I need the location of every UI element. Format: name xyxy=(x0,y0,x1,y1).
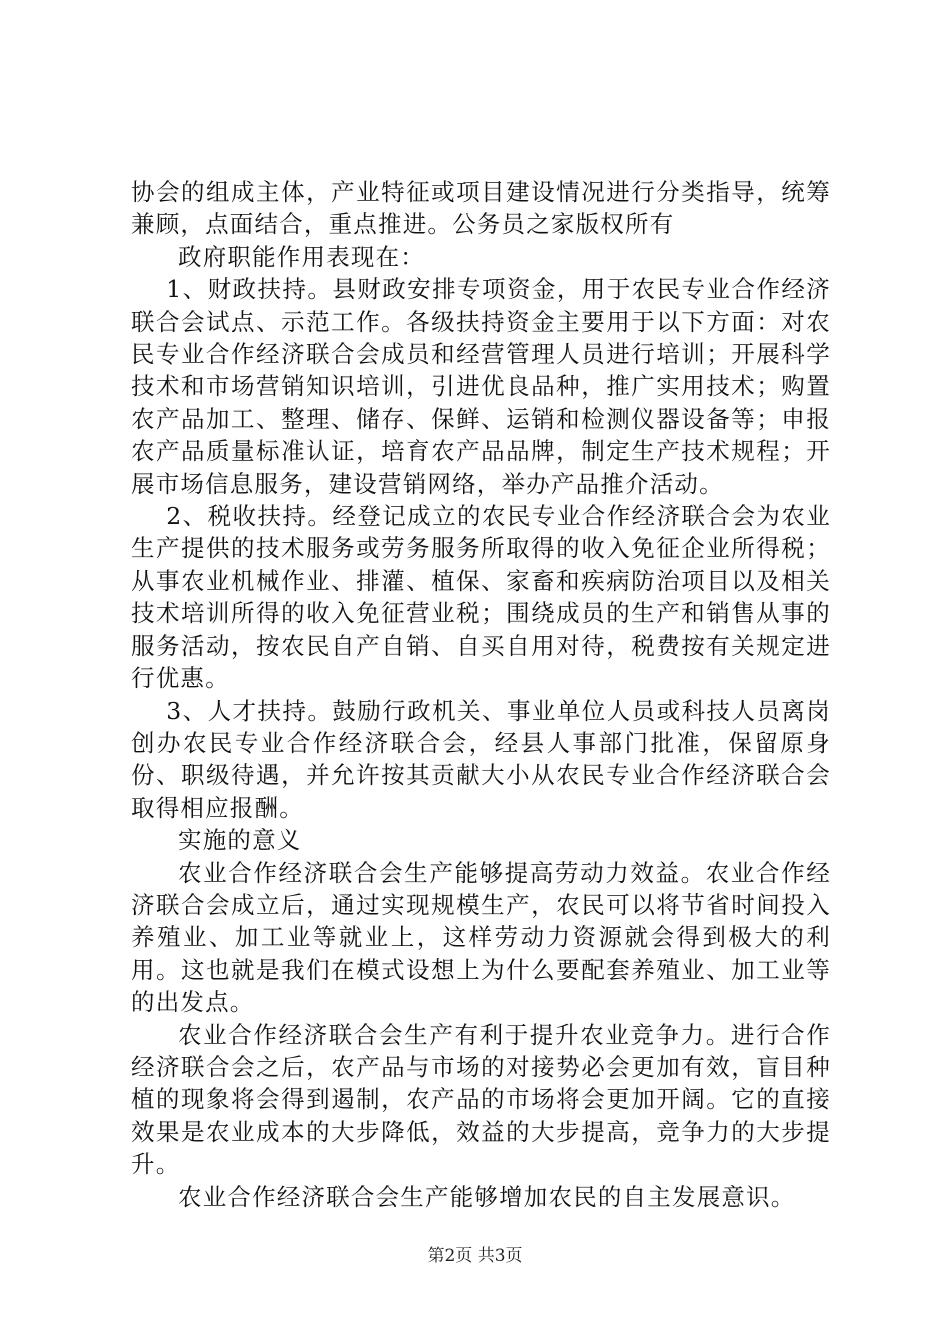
paragraph-financial-support: 1、财政扶持。县财政安排专项资金，用于农民专业合作经济联合会试点、示范工作。各级扶持资金主要用于以下方面：对农民专业合作经济联合会成员和经营管理人员进行培训；开展科学技术和市场营销知识培训，引进优良品种，推广实用技术；购置农产品加工、整理、储存、保鲜、运销和检测仪器设备等；申报农产品质量标准认证，培育农产品品牌，制定生产技术规程；开展市场信息服务，建设营销网络，举办产品推介活动。 xyxy=(131,275,831,498)
paragraph-talent-support: 3、人才扶持。鼓励行政机关、事业单位人员或科技人员离岗创办农民专业合作经济联合会，经县人事部门批准，保留原身份、职级待遇，并允许按其贡献大小从农民专业合作经济联合会取得相应报酬。 xyxy=(131,696,831,822)
paragraph-self-development: 农业合作经济联合会生产能够增加农民的自主发展意识。 xyxy=(178,1182,796,1211)
paragraph-tax-support: 2、税收扶持。经登记成立的农民专业合作经济联合会为农业生产提供的技术服务或劳务服务所取得的收入免征企业所得税；从事农业机械作业、排灌、植保、家畜和疾病防治项目以及相关技术培训所得的收入免征营业税；围绕成员的生产和销售从事的服务活动，按农民自产自销、自买自用对待，税费按有关规定进行优惠。 xyxy=(131,502,831,693)
paragraph-continuation: 协会的组成主体，产业特征或项目建设情况进行分类指导，统筹兼顾，点面结合，重点推进。公务员之家版权所有 xyxy=(131,178,831,239)
paragraph-competitiveness: 农业合作经济联合会生产有利于提升农业竞争力。进行合作经济联合会之后，农产品与市场的对接势必会更加有效，盲目种植的现象将会得到遏制，农产品的市场将会更加开阔。它的直接效果是农业成本的大步降低，效益的大步提高，竞争力的大步提升。 xyxy=(131,1020,831,1179)
document-body xyxy=(131,176,831,1213)
paragraph-labor-efficiency: 农业合作经济联合会生产能够提高劳动力效益。农业合作经济联合会成立后，通过实现规模生产，农民可以将节省时间投入养殖业、加工业等就业上，这样劳动力资源就会得到极大的利用。这也就是我们在模式设想上为什么要配套养殖业、加工业等的出发点。 xyxy=(131,858,831,1017)
page-number-footer: 第2页 共3页 xyxy=(427,1246,523,1266)
paragraph-government-functions-heading: 政府职能作用表现在： xyxy=(178,242,425,271)
paragraph-significance-heading: 实施的意义 xyxy=(178,826,302,855)
